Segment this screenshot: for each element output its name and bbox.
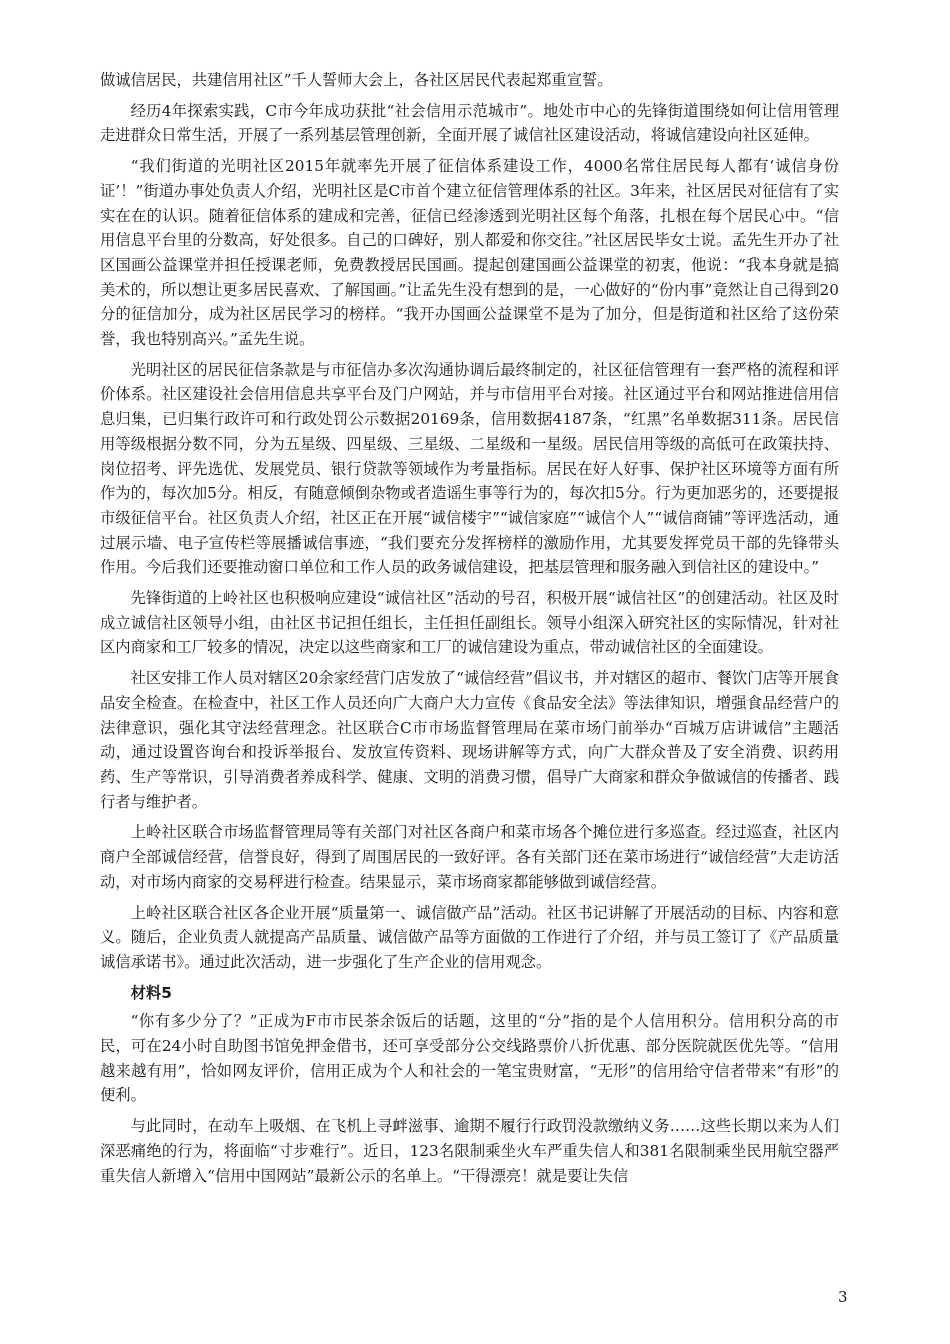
paragraph-dishonest-list: 与此同时，在动车上吸烟、在飞机上寻衅滋事、逾期不履行行政罚没款缴纳义务……这些长期以来为人们深恶痛绝的行为，将面临“寸步难行”。近日，123名限制乘坐火车严重失信人和381名限制乘坐民用航空器严重失信人新增入“信用中国网站”最新公示的名单上。“干得漂亮！就是要让失信 bbox=[100, 1117, 839, 1185]
paragraph-credit-rules: 光明社区的居民征信条款是与市征信办多次沟通协调后最终制定的，社区征信管理有一套严格的流程和评价体系。社区建设社会信用信息共享平台及门户网站，并与市信用平台对接。社区通过平台和网站推进信用信息归集，已归集行政许可和行政处罚公示数据20169条，信用数据4187条，“红黑”名单数据311条。居民信用等级根据分数不同，分为五星级、四星级、三星级、二星级和一星级。居民信用等级的高低可在政策扶持、岗位招考、评先选优、发展党员、银行贷款等领域作为考量指标。居民在好人好事、保护社区环境等方面有所作为的，每次加5分。相反，有随意倾倒杂物或者造谣生事等行为的，每次扣5分。行为更加恶劣的，还要提报市级征信平台。社区负责人介绍，社区正在开展“诚信楼宇”“诚信家庭”“诚信个人”“诚信商铺”等评选活动，通过展示墙、电子宣传栏等展播诚信事迹，“我们要充分发挥榜样的激励作用，尤其要发挥党员干部的先锋带头作用。今后我们还要推动窗口单位和工作人员的政务诚信建设，把基层管理和服务融入到信社区的建设中。” bbox=[100, 360, 839, 577]
paragraph-credit-score: “你有多少分了？”正成为F市市民茶余饭后的话题，这里的“分”指的是个人信用积分。信用积分高的市民，可在24小时自助图书馆免押金借书，还可享受部分公交线路票价八折优惠、部分医院就医优先等。“信用越来越有用”，恰如网友评价，信用正成为个人和社会的一笔宝贵财富，“无形”的信用给守信者带来“有形”的便利。 bbox=[100, 1012, 839, 1105]
paragraph-continued: 做诚信居民，共建信用社区”千人誓师大会上，各社区居民代表起郑重宣誓。 bbox=[100, 71, 613, 89]
document-body bbox=[100, 68, 839, 1194]
paragraph-c-city-credit: 经历4年探索实践，C市今年成功获批“社会信用示范城市”。地处市中心的先锋街道围绕如何让信用管理走进群众日常生活，开展了一系列基层管理创新，全面开展了诚信社区建设活动，将诚信建设向社区延伸。 bbox=[100, 101, 839, 145]
section-heading: 材料5 bbox=[130, 983, 172, 1002]
paragraph-quality-activity: 上岭社区联合社区各企业开展“质量第一、诚信做产品”活动。社区书记讲解了开展活动的目标、内容和意义。随后，企业负责人就提高产品质量、诚信做产品等方面做的工作进行了介绍，并与员工签订了《产品质量诚信承诺书》。通过此次活动，进一步强化了生产企业的信用观念。 bbox=[100, 903, 839, 971]
paragraph-guangming-community: “我们街道的光明社区2015年就率先开展了征信体系建设工作，4000名常住居民每人都有‘诚信身份证’！”街道办事处负责人介绍，光明社区是C市首个建立征信管理体系的社区。3年来，社区居民对征信有了实实在在的认识。随着征信体系的建成和完善，征信已经渗透到光明社区每个角落，扎根在每个居民心中。“信用信息平台里的分数高，好处很多。自己的口碑好，别人都爱和你交往。”社区居民毕女士说。孟先生开办了社区国画公益课堂并担任授课老师，免费教授居民国画。提起创建国画公益课堂的初衷，他说：“我本身就是搞美术的，所以想让更多居民喜欢、了解国画。”让孟先生没有想到的是，一心做好的“份内事”竟然让自己得到20分的征信加分，成为社区居民学习的榜样。“我开办国画公益课堂不是为了加分，但是街道和社区给了这份荣誉，我也特别高兴。”孟先生说。 bbox=[100, 157, 839, 349]
paragraph-market-inspection: 上岭社区联合市场监督管理局等有关部门对社区各商户和菜市场各个摊位进行多巡查。经过巡查，社区内商户全部诚信经营，信誉良好，得到了周围居民的一致好评。各有关部门还在菜市场进行“诚信经营”大走访活动，对市场内商家的交易秤进行检查。结果显示，菜市场商家都能够做到诚信经营。 bbox=[100, 823, 839, 891]
page-number: 3 bbox=[838, 1288, 848, 1306]
paragraph-shangling-community: 先锋街道的上岭社区也积极响应建设“诚信社区”活动的号召，积极开展“诚信社区”的创建活动。社区及时成立诚信社区领导小组，由社区书记担任组长，主任担任副组长。领导小组深入研究社区的实际情况，针对社区内商家和工厂较多的情况，决定以这些商家和工厂的诚信建设为重点，带动诚信社区的全面建设。 bbox=[100, 589, 839, 657]
paragraph-food-safety: 社区安排工作人员对辖区20余家经营门店发放了“诚信经营”倡议书，并对辖区的超市、餐饮门店等开展食品安全检查。在检查中，社区工作人员还向广大商户大力宣传《食品安全法》等法律知识，增强食品经营户的法律意识，强化其守法经营理念。社区联合C市市场监督管理局在菜市场门前举办“百城万店讲诚信”主题活动，通过设置咨询台和投诉举报台、发放宣传资料、现场讲解等方式，向广大群众普及了安全消费、识药用药、生产等常识，引导消费者养成科学、健康、文明的消费习惯，倡导广大商家和群众争做诚信的传播者、践行者与维护者。 bbox=[100, 669, 839, 811]
